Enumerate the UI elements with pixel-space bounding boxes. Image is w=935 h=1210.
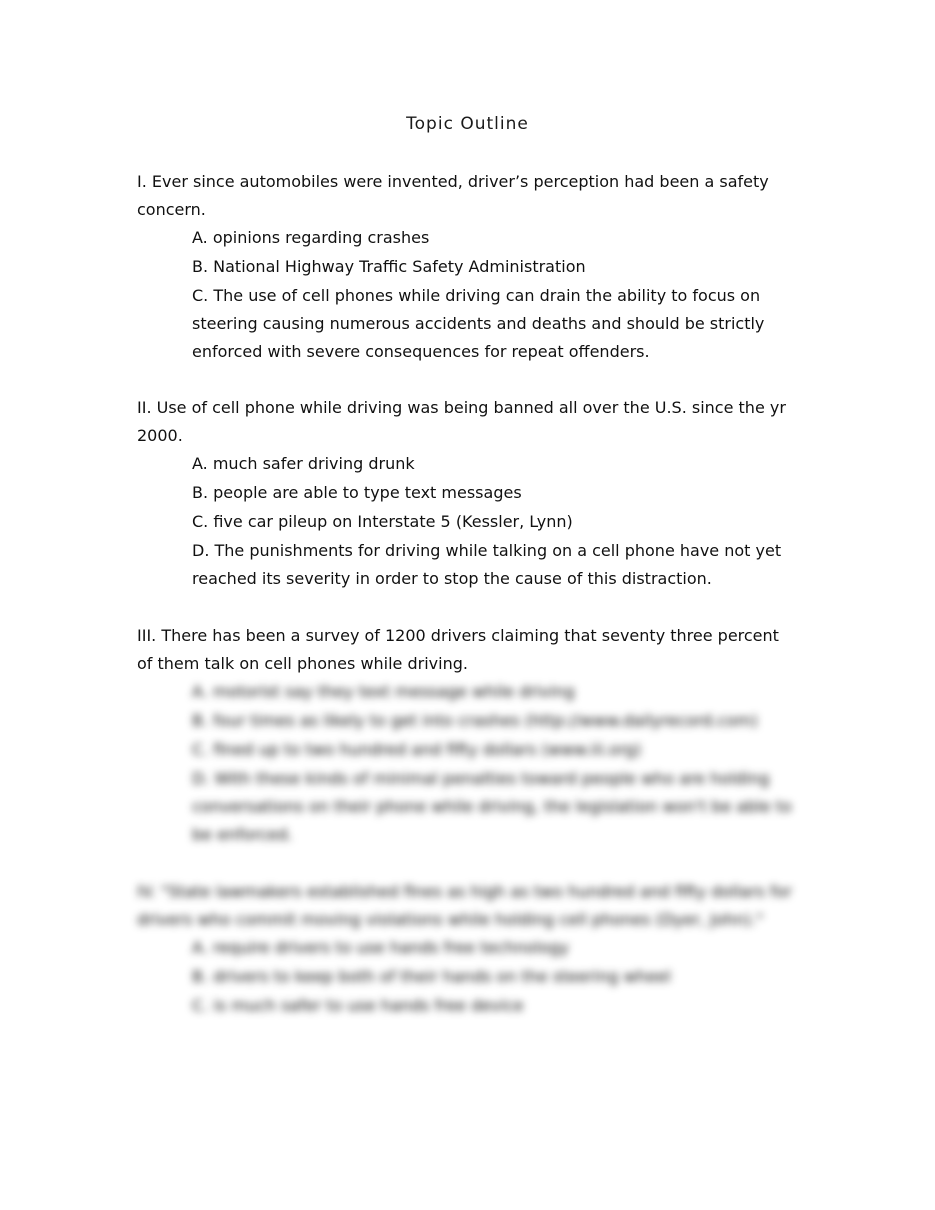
subpoint: A. require drivers to use hands free technology <box>192 938 569 957</box>
section-heading: IV. "State lawmakers established fines as high as two hundred and fifty dollars for drivers who commit moving violations while holding cell phones (Dyer, John)." <box>137 882 792 929</box>
subpoint: A. motorist say they text message while driving <box>192 682 575 701</box>
subpoint-list <box>137 450 797 594</box>
section-heading: III. There has been a survey of 1200 drivers claiming that seventy three percent of them talk on cell phones while driving. <box>137 626 779 673</box>
subpoint: B. National Highway Traffic Safety Administration <box>192 257 586 276</box>
page-title: Topic Outline <box>406 114 529 134</box>
subpoint: B. drivers to keep both of their hands on the steering wheel <box>192 967 671 986</box>
subpoint: C. The use of cell phones while driving can drain the ability to focus on steering causing numerous accidents and deaths and should be strictly enforced with severe consequences for repeat offenders. <box>192 286 765 361</box>
subpoint: C. five car pileup on Interstate 5 (Kessler, Lynn) <box>192 512 573 531</box>
subpoint: B. people are able to type text messages <box>192 483 522 502</box>
subpoint: C. fined up to two hundred and fifty dollars (www.iii.org) <box>192 740 642 759</box>
outline-section-2 <box>137 394 797 594</box>
subpoint: B. four times as likely to get into crashes (http://www.dailyrecord.com) <box>192 711 758 730</box>
subpoint-list <box>137 224 797 367</box>
outline-section-1 <box>137 168 797 367</box>
subpoint: C. is much safer to use hands free device <box>192 996 524 1015</box>
outline-section-3 <box>137 622 797 850</box>
subpoint: D. With these kinds of minimal penalties toward people who are holding conversations on their phone while driving, the legislation won't be able to be enforced. <box>192 769 792 844</box>
section-heading: I. Ever since automobiles were invented, driver’s perception had been a safety concern. <box>137 172 769 219</box>
outline-section-4 <box>137 878 797 1021</box>
subpoint: D. The punishments for driving while talking on a cell phone have not yet reached its severity in order to stop the cause of this distraction. <box>192 541 782 588</box>
section-heading: II. Use of cell phone while driving was being banned all over the U.S. since the yr 2000. <box>137 398 786 445</box>
blurred-subpoint-list <box>137 678 797 850</box>
subpoint: A. opinions regarding crashes <box>192 228 430 247</box>
subpoint-list <box>137 934 797 1021</box>
subpoint: A. much safer driving drunk <box>192 454 415 473</box>
